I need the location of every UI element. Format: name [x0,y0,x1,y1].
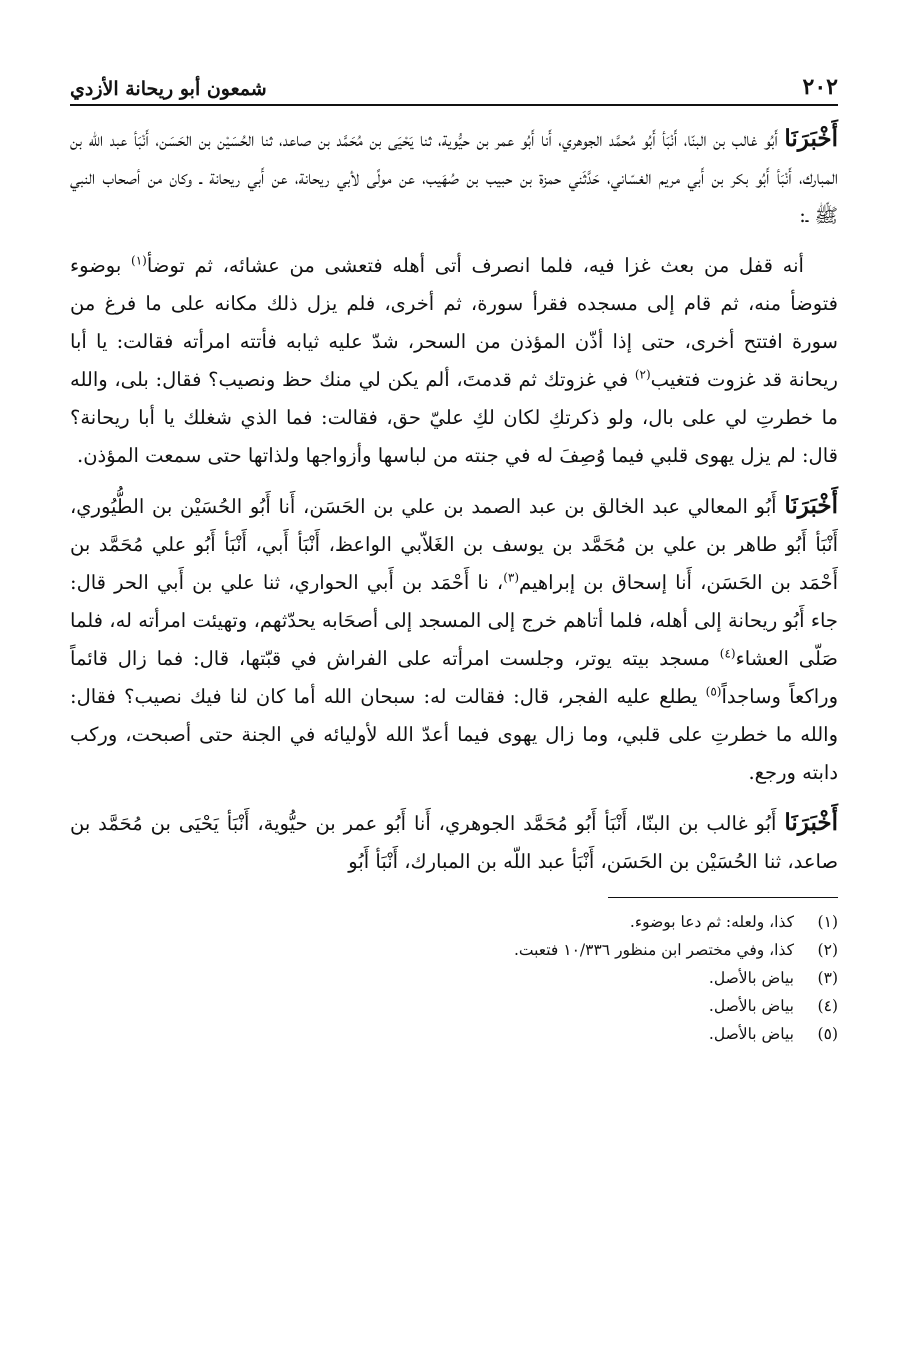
isnad-keyword: أَخْبَرَنَا [784,492,838,519]
paragraph-text: يطلع عليه الفجر، قال: فقالت له: سبحان الله أما كان لنا فيك نصيب؟ فقال: والله ما خطرتِ على قلبي، وما زال يهوى فيما أعدّ الله لأوليائه في الجنة حتى أصبحت، وركب دابته ورجع. [70,685,838,784]
footnote-divider [608,897,838,898]
footnote-text: بياض بالأصل. [708,969,794,987]
footnote-4 [70,992,838,1020]
footnote-ref-5: (٥) [705,684,722,699]
paragraph-1 [70,120,838,235]
paragraph-text: أَبُو غالب بن البنّا، أَنْبَأ أَبُو مُحَمَّد الجوهري، أَنا أَبُو عمر بن حيُّوية، أَنْبَأ يَحْيَى بن مُحَمَّد بن صاعد، ثنا الحُسَيْن بن الحَسَن، أَنْبَأ عبد اللّه بن المبارك، أَنْبَأ أَبُو [70,812,838,873]
isnad-keyword: أَخْبَرَنَا [784,125,838,152]
footnote-3 [70,964,838,992]
footnote-5 [70,1020,838,1048]
page-header [70,62,838,106]
paragraph-text: بوضوء فتوضأ منه، ثم قام إلى مسجده فقرأ سورة، ثم أخرى، فلم يزل ذلك مكانه على ما فرغ من سورة افتتح أخرى، حتى إذا أذّن المؤذن من السحر، شدّ عليه ثيابه فأتته امرأته فقالت: يا أبا ريحانة قد غزوت فتغيب [70,254,838,391]
footnote-number: (٤) [817,997,838,1015]
footnote-text: بياض بالأصل. [708,997,794,1015]
footnotes [70,908,838,1048]
paragraph-text: أَبُو غالب بن البنّا، أَنْبَأ أَبُو مُحمَّد الجوهري، أَنا أَبُو عمر بن حيُّوية، ثنا يَحْيَى بن مُحَمَّد بن صاعد، ثنا الحُسَيْن بن الحَسَن، أَنْبَأ عبد اللّه بن المبارك، أَنْبَأ أَبُو بكر بن أَبي مريم الغسّاني، حَدَّثَني حمزة بن حبيب بن صُهَيب، عن مولًى لأبي ريحانة، عن أَبي ريحانة ـ وكان من أصحاب النبي ﷺ ـ: [70,128,838,227]
isnad-keyword: أَخْبَرَنَا [784,809,838,836]
main-text [70,120,838,881]
paragraph-4 [70,804,838,881]
footnote-ref-3: (٣) [503,570,520,585]
paragraph-2 [70,247,838,475]
footnote-1 [70,908,838,936]
footnote-number: (٣) [817,969,838,987]
footnote-ref-4: (٤) [719,646,736,661]
paragraph-text: مسجد بيته يوتر، وجلست امرأته على الفراش في قبّتها، قال: فما زال قائماً وراكعاً وساجداً [70,647,838,708]
running-title: شمعون أبو ريحانة الأزدي [70,78,267,100]
footnote-number: (٥) [817,1025,838,1043]
footnote-2 [70,936,838,964]
footnote-text: بياض بالأصل. [708,1025,794,1043]
footnote-ref-2: (٢) [634,367,651,382]
paragraph-text: أَبُو المعالي عبد الخالق بن عبد الصمد بن علي بن الحَسَن، أَنا أَبُو الحُسَيْن بن الطُّيُوري، أَنْبَأ أَبُو طاهر بن علي بن مُحَمَّد بن يوسف بن الغَلاّبي الواعظ، أَنْبَأ أَبي، أَنْبَأ أَبُو علي مُحَمَّد بن أَحْمَد بن الحَسَن، أَنا إسحاق بن إبراهيم [70,495,838,594]
paragraph-text: ، نا أَحْمَد بن أَبي الحواري، ثنا علي بن أَبي الحر قال: جاء أَبُو ريحانة إلى أهله، فلما أتاهم خرج إلى المسجد إلى أصحَابه يحدّثهم، وتهيئت امرأته له، فلما صَلّى العشاء [70,571,838,670]
footnote-number: (١) [817,913,838,931]
footnote-text: كذا، وفي مختصر ابن منظور ١٠/٣٣٦ فتعبت. [513,941,794,959]
page-number: ٢٠٢ [802,74,838,100]
paragraph-3 [70,487,838,792]
footnote-text: كذا، ولعله: ثم دعا بوضوء. [629,913,794,931]
paragraph-text: في غزوتك ثم قدمتَ، ألم يكن لي منك حظ ونصيب؟ فقال: بلى، والله ما خطرتِ لي على بال، ولو ذكرتكِ لكان لكِ عليّ حق، فقالت: فما الذي شغلك يا أبا ريحانة؟ قال: لم يزل يهوى قلبي فيما وُصِفَ له في جنته من لباسها وأزواجها ولذاتها حتى سمعت المؤذن. [70,368,838,467]
paragraph-text: أنه قفل من بعث غزا فيه، فلما انصرف أتى أهله فتعشى من عشائه، ثم توضأ [146,254,804,277]
footnote-number: (٢) [817,941,838,959]
footnote-ref-1: (١) [131,253,147,268]
